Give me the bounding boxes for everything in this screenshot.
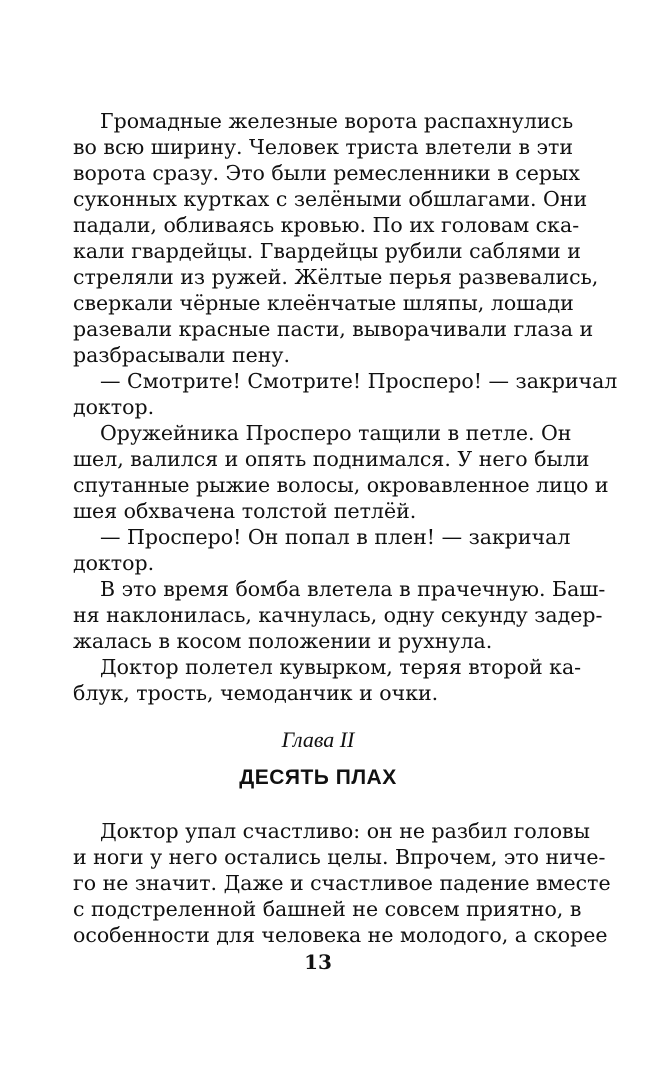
text-line: доктор. — [73, 551, 155, 575]
text-line: падали, обливаясь кровью. По их головам ска- — [73, 213, 580, 237]
text-line: разбрасывали пену. — [73, 343, 291, 367]
text-line: — Смотрите! Смотрите! Просперо! — закричал — [100, 369, 618, 393]
text-line: особенности для человека не молодого, а скорее — [73, 923, 608, 947]
text-line: го не значит. Даже и счастливое падение вместе — [73, 871, 611, 895]
text-line: спутанные рыжие волосы, окровавленное лицо и — [73, 473, 609, 497]
text-line: жалась в косом положении и рухнула. — [73, 629, 493, 653]
chapter-label: Глава II — [281, 727, 355, 752]
text-line: разевали красные пасти, выворачивали глаза и — [73, 317, 594, 341]
text-line: во всю ширину. Человек триста влетели в эти — [73, 135, 573, 159]
text-line: Оружейника Просперо тащили в петле. Он — [100, 421, 572, 445]
text-line: доктор. — [73, 395, 155, 419]
chapter-title: ДЕСЯТЬ ПЛАХ — [239, 766, 397, 789]
text-line: ворота сразу. Это были ремесленники в серых — [73, 161, 580, 185]
text-line: Доктор полетел кувырком, теряя второй ка- — [100, 655, 582, 679]
text-line: шея обхвачена толстой петлёй. — [73, 499, 417, 523]
text-line: шел, валился и опять поднимался. У него были — [73, 447, 590, 471]
text-line: с подстреленной башней не совсем приятно, в — [73, 897, 582, 921]
text-line: В это время бомба влетела в прачечную. Баш- — [100, 577, 606, 601]
text-line: ня наклонилась, качнулась, одну секунду задер- — [73, 603, 603, 627]
text-line: кали гвардейцы. Гвардейцы рубили саблями и — [73, 239, 581, 263]
text-line: стреляли из ружей. Жёлтые перья развевались, — [73, 265, 599, 289]
text-line: блук, трость, чемоданчик и очки. — [73, 681, 439, 705]
text-line: и ноги у него остались целы. Впрочем, это ниче- — [73, 845, 606, 869]
text-line: Доктор упал счастливо: он не разбил головы — [100, 819, 590, 843]
text-line: суконных куртках с зелёными обшлагами. Они — [73, 187, 588, 211]
text-line: Громадные железные ворота распахнулись — [100, 109, 574, 133]
text-line: — Просперо! Он попал в плен! — закричал — [100, 525, 571, 549]
page-number: 13 — [304, 950, 332, 974]
text-line: сверкали чёрные клеёнчатые шляпы, лошади — [73, 291, 574, 315]
